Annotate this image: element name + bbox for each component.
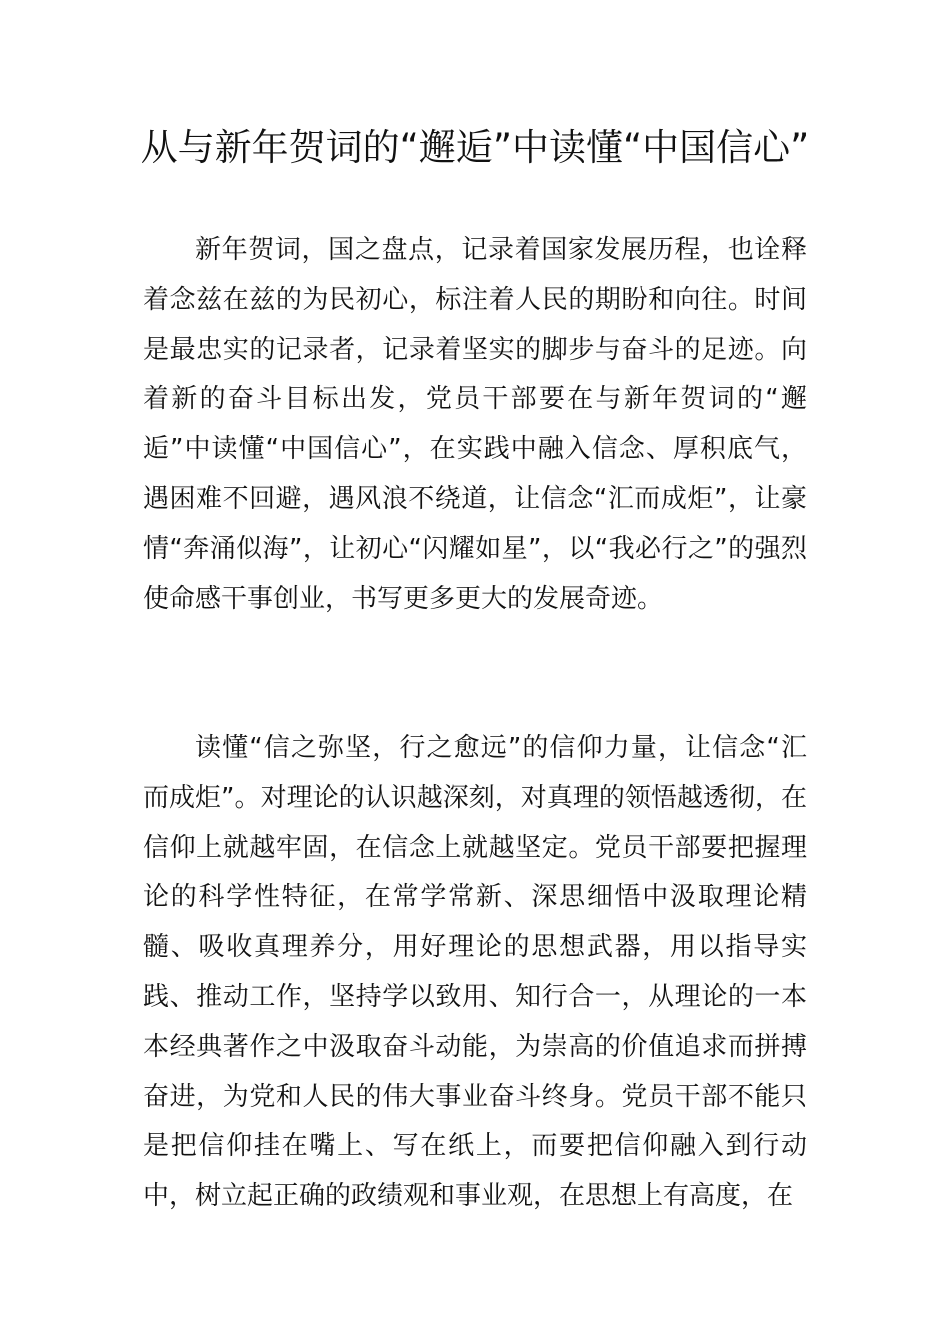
paragraph-2: 读懂“信之弥坚，行之愈远”的信仰力量，让信念“汇而成炬”。对理论的认识越深刻，对真理的领悟越透彻，在信仰上就越牢固，在信念上就越坚定。党员干部要把握理论的科学性特征，在常学常新、深思细悟中汲取理论精髓、吸收真理养分，用好理论的思想武器，用以指导实践、推动工作，坚持学以致用、知行合一，从理论的一本本经典著作之中汲取奋斗动能，为崇高的价值追求而拼搏奋进，为党和人民的伟大事业奋斗终身。党员干部不能只是把信仰挂在嘴上、写在纸上，而要把信仰融入到行动中，树立起正确的政绩观和事业观，在思想上有高度，在 (143, 733, 807, 1212)
paragraph-1: 新年贺词，国之盘点，记录着国家发展历程，也诠释着念兹在兹的为民初心，标注着人民的期盼和向往。时间是最忠实的记录者，记录着坚实的脚步与奋斗的足迹。向着新的奋斗目标出发，党员干部要在与新年贺词的“邂逅”中读懂“中国信心”，在实践中融入信念、厚积底气，遇困难不回避，遇风浪不绕道，让信念“汇而成炬”，让豪情“奔涌似海”，让初心“闪耀如星”，以“我必行之”的强烈使命感干事创业，书写更多更大的发展奇迹。 (143, 235, 807, 614)
document-title: 从与新年贺词的“邂逅”中读懂“中国信心” (140, 126, 810, 169)
